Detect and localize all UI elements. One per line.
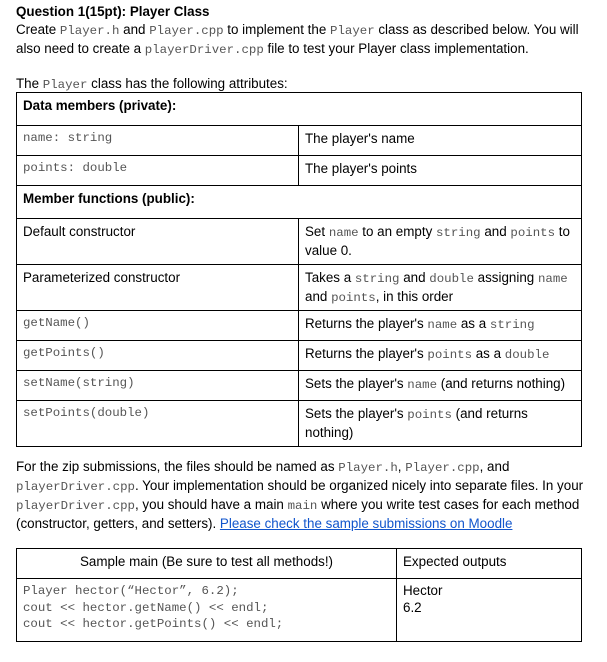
- output-line: 6.2: [403, 599, 422, 615]
- output-line: Hector: [403, 583, 443, 598]
- code-player-driver: playerDriver.cpp: [16, 499, 135, 513]
- setpoints-code: setPoints(double): [17, 401, 299, 447]
- desc-text: Sets the player's: [305, 376, 408, 391]
- getpoints-desc: [299, 341, 582, 371]
- param-ctor-label: Parameterized constructor: [17, 265, 299, 311]
- intro-text: file to test your Player class implementation.: [263, 41, 529, 56]
- zip-text: . Your implementation should be organized nicely into separate files. In your: [134, 478, 584, 493]
- desc-text: (and returns nothing): [437, 376, 566, 391]
- class-spec-table: [16, 92, 582, 447]
- code-line: cout << hector.getName() << endl;: [23, 600, 269, 615]
- code-points: points: [331, 291, 376, 305]
- attr-text: class has the following attributes:: [87, 76, 288, 91]
- table-row: [17, 186, 582, 219]
- code-line: cout << hector.getPoints() << endl;: [23, 617, 284, 631]
- desc-text: Returns the player's: [305, 316, 428, 331]
- table-row: [17, 219, 582, 265]
- setname-desc: [299, 371, 582, 401]
- setpoints-desc: [299, 401, 582, 447]
- desc-text: and: [399, 270, 430, 285]
- code-player-h: Player.h: [338, 461, 398, 475]
- desc-text: Set: [305, 224, 329, 239]
- getname-code: getName(): [17, 311, 299, 341]
- intro-text: and: [119, 22, 150, 37]
- code-player-h: Player.h: [59, 24, 120, 38]
- code-points: points: [407, 408, 452, 422]
- intro-text: to implement the: [223, 22, 331, 37]
- member-name-desc: The player's name: [299, 126, 582, 156]
- code-player: Player: [42, 78, 88, 92]
- zip-paragraph: [16, 458, 586, 533]
- default-ctor-label: Default constructor: [17, 219, 299, 265]
- code-name: name: [407, 378, 438, 392]
- code-player-driver: playerDriver.cpp: [144, 43, 264, 57]
- param-ctor-desc: [299, 265, 582, 311]
- code-double: double: [429, 272, 474, 286]
- desc-text: to value 0.: [305, 224, 570, 258]
- question-title: Question 1(15pt): Player Class: [16, 4, 210, 19]
- zip-text: ,: [397, 459, 406, 474]
- code-player: Player: [330, 24, 375, 38]
- table-row: [17, 549, 582, 579]
- attr-text: The: [16, 76, 43, 91]
- zip-text: For the zip submissions, the files should be named as: [16, 459, 339, 474]
- data-members-header: Data members (private):: [17, 93, 582, 126]
- default-ctor-desc: [299, 219, 582, 265]
- zip-text: , and: [479, 459, 510, 474]
- code-player-cpp: Player.cpp: [149, 24, 224, 38]
- code-name: name: [427, 318, 458, 332]
- setname-code: setName(string): [17, 371, 299, 401]
- code-double: double: [504, 348, 550, 362]
- desc-text: (and returns nothing): [305, 406, 528, 440]
- code-string: string: [436, 226, 481, 240]
- intro-paragraph: [16, 21, 586, 59]
- code-line: Player hector(“Hector”, 6.2);: [23, 584, 239, 598]
- sample-table: [16, 548, 582, 642]
- table-row: [17, 371, 582, 401]
- desc-text: and: [480, 224, 511, 239]
- expected-output-header: Expected outputs: [397, 549, 582, 579]
- desc-text: assigning: [473, 270, 538, 285]
- sample-code: [17, 579, 397, 642]
- table-row: [17, 265, 582, 311]
- desc-text: as a: [472, 346, 505, 361]
- table-row: [17, 401, 582, 447]
- moodle-samples-link[interactable]: Please check the sample submissions on Moodle: [219, 516, 513, 531]
- table-row: [17, 156, 582, 186]
- desc-text: , in this order: [375, 289, 454, 304]
- table-row: [17, 126, 582, 156]
- intro-text: class as described below. You will also need to create a: [16, 22, 579, 56]
- code-points: points: [510, 226, 556, 240]
- table-row: [17, 341, 582, 371]
- desc-text: Returns the player's: [305, 346, 428, 361]
- table-row: [17, 93, 582, 126]
- member-name-code: name: string: [17, 126, 299, 156]
- intro-text: Create: [16, 22, 60, 37]
- member-points-code: points: double: [17, 156, 299, 186]
- code-player-driver: playerDriver.cpp: [16, 480, 135, 494]
- member-functions-header: Member functions (public):: [17, 186, 582, 219]
- code-name: name: [328, 226, 359, 240]
- zip-text: , you should have a main: [134, 497, 288, 512]
- sample-main-header: Sample main (Be sure to test all methods!): [17, 549, 397, 579]
- expected-output: [397, 579, 582, 642]
- code-string: string: [489, 318, 535, 332]
- code-main: main: [287, 499, 318, 513]
- desc-text: and: [305, 289, 332, 304]
- getpoints-code: getPoints(): [17, 341, 299, 371]
- code-player-cpp: Player.cpp: [405, 461, 480, 475]
- member-points-desc: The player's points: [299, 156, 582, 186]
- desc-text: Sets the player's: [305, 406, 408, 421]
- desc-text: as a: [457, 316, 490, 331]
- table-row: [17, 311, 582, 341]
- table-row: [17, 579, 582, 642]
- desc-text: to an empty: [358, 224, 436, 239]
- zip-text: where you write test cases for each method (constructor, getters, and setters).: [16, 497, 580, 531]
- desc-text: Takes a: [305, 270, 355, 285]
- code-name: name: [537, 272, 568, 286]
- getname-desc: [299, 311, 582, 341]
- code-string: string: [354, 272, 400, 286]
- code-points: points: [427, 348, 473, 362]
